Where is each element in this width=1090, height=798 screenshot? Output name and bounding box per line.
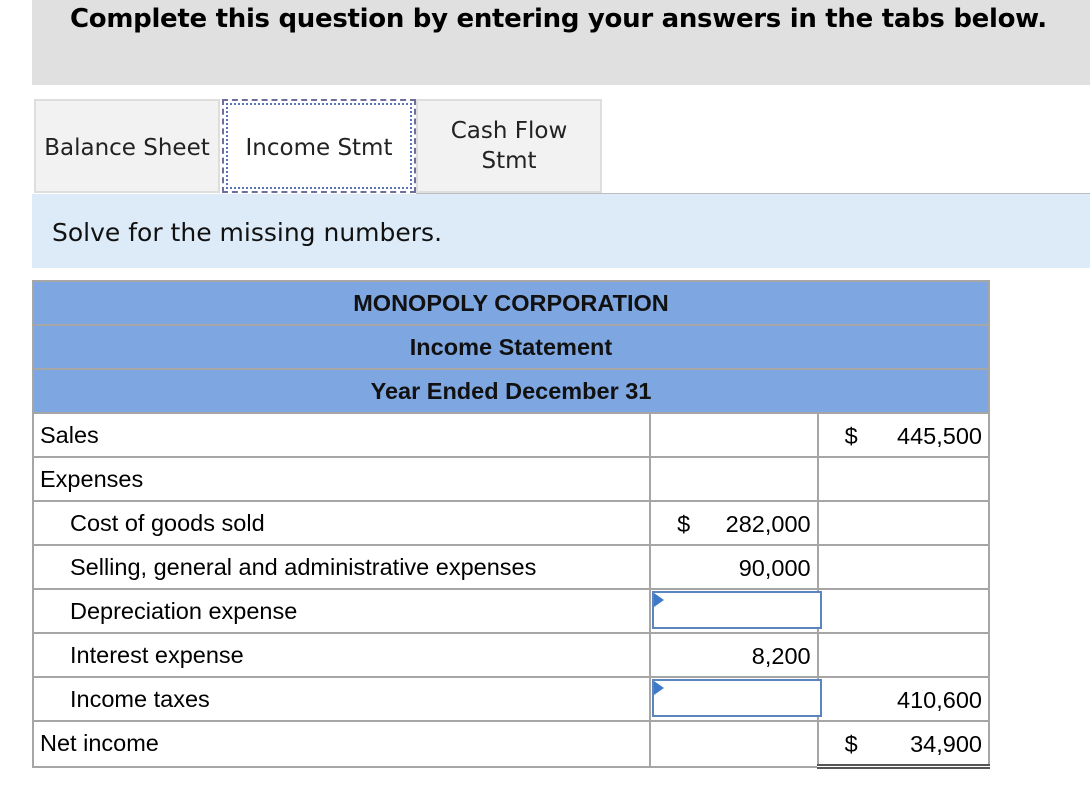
expense-amount-cell bbox=[650, 545, 818, 589]
statement-period: Year Ended December 31 bbox=[33, 369, 989, 413]
statement-title: Income Statement bbox=[33, 325, 989, 369]
table-row bbox=[33, 677, 989, 721]
expense-label: Selling, general and administrative expenses bbox=[33, 545, 650, 589]
sales-label: Sales bbox=[33, 413, 650, 457]
tab-income-stmt[interactable] bbox=[222, 99, 416, 193]
income-taxes-input-cell bbox=[650, 677, 818, 721]
input-flag-icon bbox=[654, 593, 664, 607]
sales-total-cell bbox=[818, 413, 989, 457]
income-taxes-input[interactable] bbox=[652, 679, 822, 717]
header-row-title bbox=[33, 325, 989, 369]
net-income-total: 34,900 bbox=[910, 731, 982, 757]
expense-amount-cell bbox=[650, 501, 818, 545]
table-row-expenses bbox=[33, 457, 989, 501]
net-income-label: Net income bbox=[33, 721, 650, 767]
currency-symbol: $ bbox=[844, 423, 858, 449]
header-row-period bbox=[33, 369, 989, 413]
expenses-label: Expenses bbox=[33, 457, 650, 501]
table-row-sales bbox=[33, 413, 989, 457]
prompt-text: Solve for the missing numbers. bbox=[52, 218, 443, 247]
tab-cash-flow-label: Cash Flow Stmt bbox=[450, 118, 568, 174]
total-expenses-cell bbox=[818, 677, 989, 721]
table-row bbox=[33, 545, 989, 589]
total-expenses: 410,600 bbox=[897, 687, 982, 713]
table-row bbox=[33, 501, 989, 545]
tab-balance-sheet[interactable] bbox=[34, 99, 220, 193]
expense-amount: 90,000 bbox=[738, 555, 811, 581]
net-income-cell bbox=[818, 721, 989, 767]
table-row bbox=[33, 633, 989, 677]
tab-cash-flow-stmt[interactable] bbox=[416, 99, 602, 193]
expense-label: Income taxes bbox=[33, 677, 650, 721]
instruction-banner bbox=[32, 0, 1090, 85]
income-statement-table bbox=[32, 280, 990, 769]
tab-income-stmt-label: Income Stmt bbox=[245, 135, 393, 161]
tab-balance-sheet-label: Balance Sheet bbox=[44, 135, 210, 161]
prompt-box bbox=[32, 194, 1090, 268]
sales-col2 bbox=[650, 413, 818, 457]
expense-amount: 8,200 bbox=[751, 643, 811, 669]
expense-amount: 282,000 bbox=[725, 511, 811, 537]
currency-symbol: $ bbox=[844, 731, 858, 757]
expense-label: Cost of goods sold bbox=[33, 501, 650, 545]
table-row-net-income bbox=[33, 721, 989, 767]
header-row-company bbox=[33, 281, 989, 325]
currency-symbol: $ bbox=[677, 511, 691, 537]
instruction-text: Complete this question by entering your answers in the tabs below. bbox=[70, 4, 1047, 34]
input-flag-icon bbox=[654, 681, 664, 695]
depreciation-expense-input[interactable] bbox=[652, 591, 822, 629]
expense-amount-cell bbox=[650, 633, 818, 677]
company-name: MONOPOLY CORPORATION bbox=[33, 281, 989, 325]
table-row bbox=[33, 589, 989, 633]
expense-label: Interest expense bbox=[33, 633, 650, 677]
sales-total: 445,500 bbox=[897, 423, 982, 449]
expense-label: Depreciation expense bbox=[33, 589, 650, 633]
depreciation-input-cell bbox=[650, 589, 818, 633]
